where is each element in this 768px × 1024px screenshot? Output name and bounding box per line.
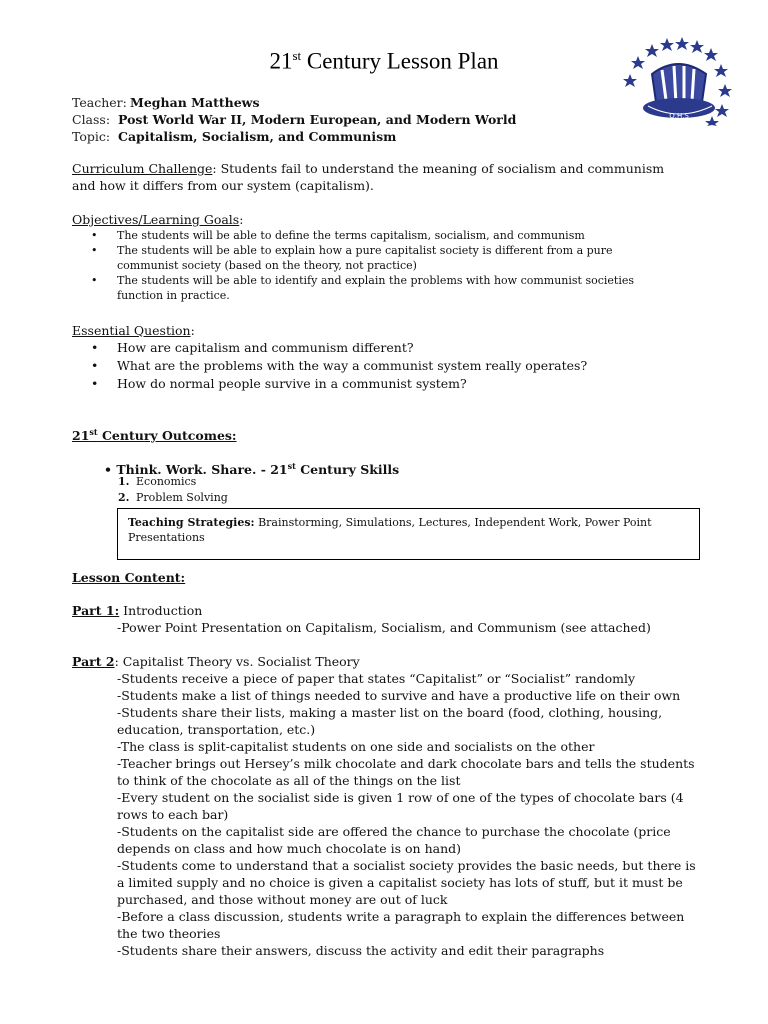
list-label: Problem Solving (136, 491, 228, 504)
content-line: -Students receive a piece of paper that states “Capitalist” or “Socialist” randomly (117, 671, 636, 686)
lesson-heading: Lesson Content: (72, 570, 186, 585)
teaching-strategies-box (117, 508, 700, 560)
list-item: • The students will be able to explain how a pure capitalist society is different from a pure communist society (based on the theory, not practice) (117, 243, 677, 273)
heading-colon: : (239, 212, 244, 227)
meta-key: Teacher: (72, 95, 127, 110)
part1-title: Introduction (119, 603, 203, 618)
essential-question-section (72, 322, 702, 393)
content-line: rows to each bar) (117, 807, 229, 822)
content-line: education, transportation, etc.) (117, 722, 316, 737)
essential-list (72, 339, 702, 393)
strategies-text: Brainstorming, Simulations, Lectures, Independent Work, Power Point Presentations (128, 516, 652, 544)
content-line: -Students on the capitalist side are offered the chance to purchase the chocolate (price (117, 824, 671, 839)
lesson-part-2 (72, 653, 702, 959)
school-logo-icon (622, 34, 734, 126)
content-line: -Every student on the socialist side is given 1 row of one of the types of chocolate bars (4 (117, 790, 684, 805)
content-line: purchased, and those without money are out of luck (117, 892, 448, 907)
lesson-part-1 (72, 602, 702, 636)
logo-text: Q.H.S (669, 112, 689, 120)
meta-key: Topic: (72, 129, 111, 144)
list-item: • How do normal people survive in a communist system? (117, 375, 702, 393)
list-item (118, 490, 702, 506)
content-line: -Students share their lists, making a master list on the board (food, clothing, housing, (117, 705, 663, 720)
meta-value: Post World War II, Modern European, and Modern World (118, 112, 517, 127)
outcomes-section (72, 424, 702, 444)
content-line: -Students share their answers, discuss the activity and edit their paragraphs (117, 943, 605, 958)
list-number: 1. (118, 475, 130, 488)
content-line: -Students make a list of things needed to survive and have a productive life on their own (117, 688, 681, 703)
meta-class (72, 111, 516, 128)
list-item: • The students will be able to define the terms capitalism, socialism, and communism (117, 228, 677, 243)
content-line: -Before a class discussion, students write a paragraph to explain the differences between (117, 909, 685, 924)
meta-teacher (72, 94, 516, 111)
part1-lines (72, 619, 702, 636)
outcomes-heading (72, 424, 702, 444)
list-label: Economics (136, 475, 197, 488)
skills-superscript: st (287, 461, 296, 471)
curriculum-text: Students fail to understand the meaning of socialism and communism (216, 161, 665, 176)
strategies-label: Teaching Strategies: (128, 516, 255, 529)
content-line: the two theories (117, 926, 221, 941)
objectives-list (72, 228, 677, 303)
outcomes-heading-superscript: st (89, 427, 98, 437)
part2-label: Part 2 (72, 654, 115, 669)
skills-list (72, 474, 702, 506)
objectives-heading: Objectives/Learning Goals (72, 212, 240, 227)
skills-list-block (72, 474, 702, 506)
curriculum-heading: Curriculum Challenge (72, 161, 213, 176)
part2-title: : Capitalist Theory vs. Socialist Theory (114, 654, 360, 669)
title-superscript: st (292, 48, 302, 63)
content-line: -Students come to understand that a socialist society provides the basic needs, but there is (117, 858, 696, 873)
outcomes-heading-text: Century Outcomes: (97, 428, 237, 444)
content-line: -The class is split-capitalist students on one side and socialists on the other (117, 739, 595, 754)
lesson-meta (72, 94, 516, 145)
content-line: -Teacher brings out Hersey’s milk chocolate and dark chocolate bars and tells the students (117, 756, 695, 771)
content-line: to think of the chocolate as all of the things on the list (117, 773, 461, 788)
content-line: -Power Point Presentation on Capitalism, Socialism, and Communism (see attached) (117, 620, 651, 635)
meta-value: Capitalism, Socialism, and Communism (118, 129, 397, 144)
list-item: • What are the problems with the way a communist system really operates? (117, 357, 702, 375)
curriculum-challenge (72, 160, 702, 194)
heading-colon: : (190, 323, 195, 338)
list-item: • The students will be able to identify and explain the problems with how communist societies function in practice. (117, 273, 677, 303)
objectives-section (72, 211, 702, 303)
meta-value: Meghan Matthews (130, 95, 260, 110)
title-text: Century Lesson Plan (301, 48, 499, 74)
list-item (118, 474, 702, 490)
lesson-content-heading-block (72, 569, 702, 586)
list-number: 2. (118, 491, 130, 504)
outcomes-heading-number: 21 (72, 428, 90, 444)
part1-label: Part 1: (72, 603, 120, 618)
part2-lines (72, 670, 702, 959)
meta-topic (72, 128, 516, 145)
content-line: a limited supply and no choice is given a capitalist society has lots of stuff, but it must be (117, 875, 683, 890)
title-number: 21 (269, 48, 293, 74)
list-item: • How are capitalism and communism different? (117, 339, 702, 357)
curriculum-text: and how it differs from our system (capitalism). (72, 178, 374, 193)
heading-colon: : (212, 161, 217, 176)
content-line: depends on class and how much chocolate is on hand) (117, 841, 462, 856)
essential-heading: Essential Question (72, 323, 191, 338)
skills-line-text: • Think. Work. Share. - 21 (104, 462, 288, 478)
meta-key: Class: (72, 112, 111, 127)
skills-line-suffix: Century Skills (295, 462, 400, 478)
